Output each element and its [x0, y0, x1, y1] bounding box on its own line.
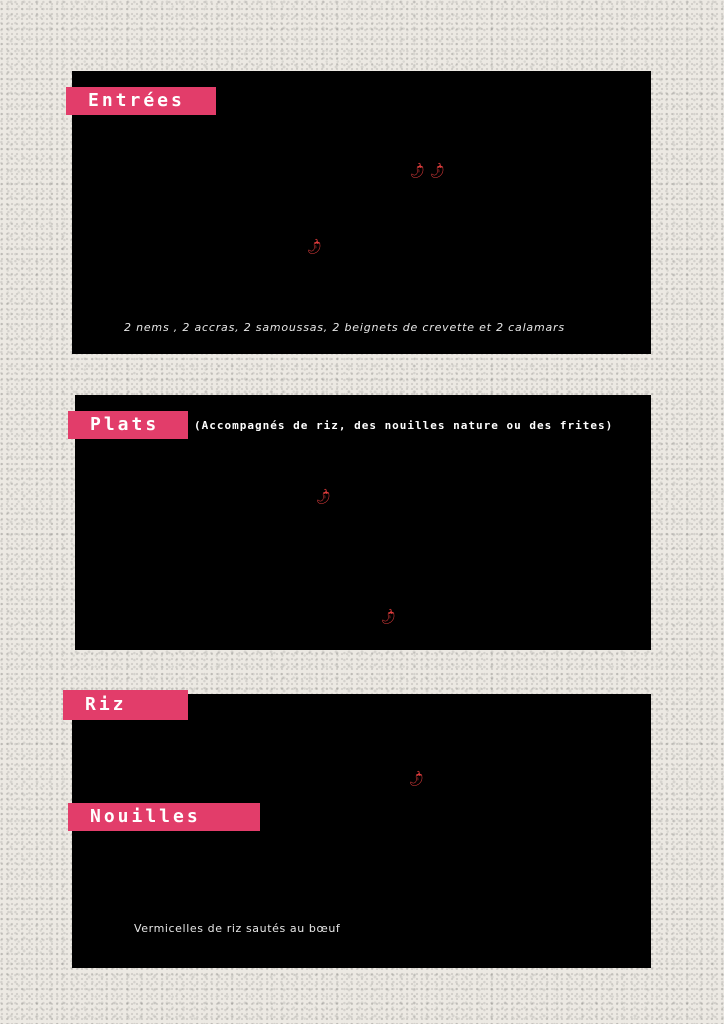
chili-icon: 🌶	[405, 769, 427, 790]
chili-icon: 🌶	[303, 237, 325, 258]
riz-title: Riz	[63, 690, 188, 720]
entrees-title: Entrées	[66, 87, 216, 115]
pho-xao-description: Vermicelles de riz sautés au bœuf	[134, 922, 341, 935]
plats-accompaniment-note: (Accompagnés de riz, des nouilles nature ou des frites)	[194, 419, 614, 432]
chili-icon: 🌶	[377, 607, 399, 628]
plats-title: Plats	[68, 411, 188, 439]
chili-icon: 🌶	[312, 487, 334, 508]
mix-asie-note: 2 nems , 2 accras, 2 samoussas, 2 beignets de crevette et 2 calamars	[124, 321, 565, 334]
nouilles-title: Nouilles	[68, 803, 260, 831]
chili-icon: 🌶	[426, 161, 448, 182]
chili-icon: 🌶	[406, 161, 428, 182]
